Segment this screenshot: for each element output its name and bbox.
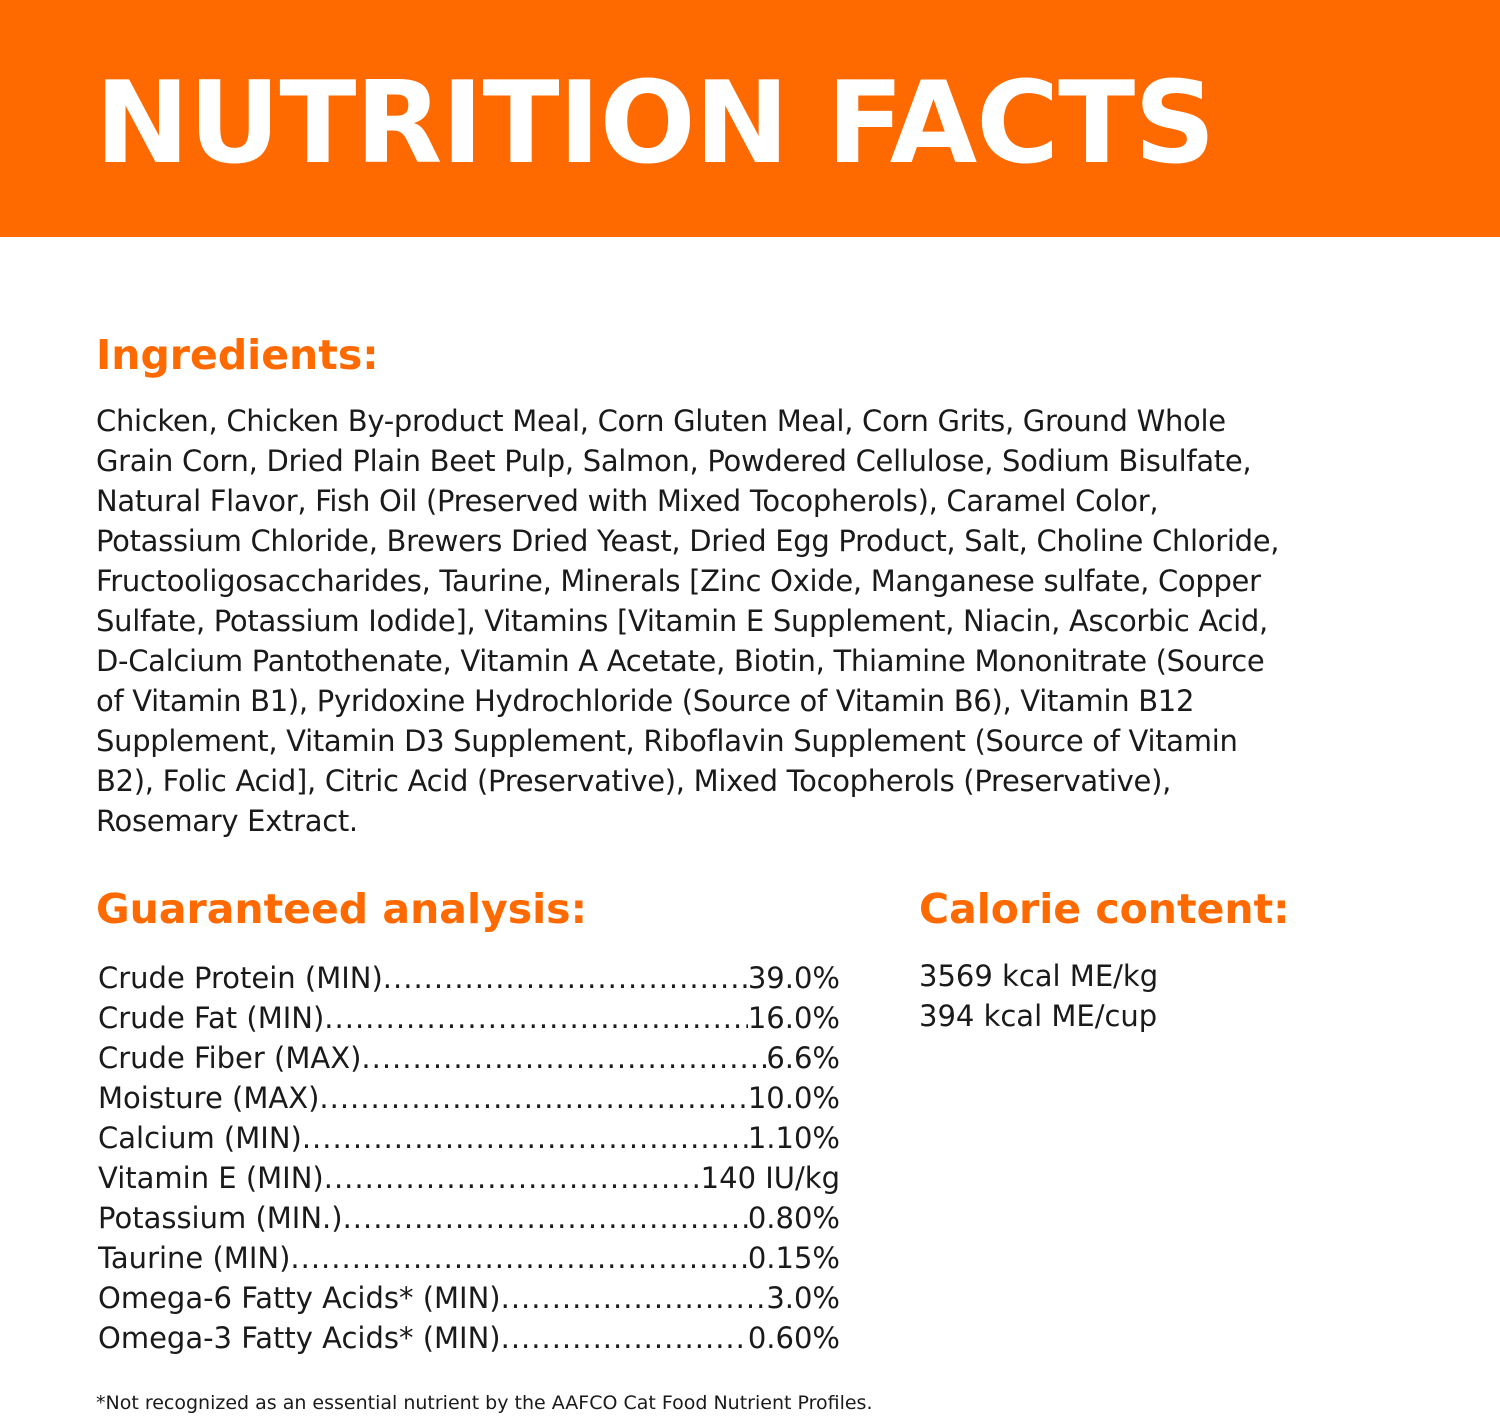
analysis-label: Taurine (MIN): [98, 1241, 291, 1275]
guaranteed-analysis-heading: Guaranteed analysis:: [96, 885, 587, 933]
dot-leader: [501, 1318, 748, 1358]
ingredients-line: Grain Corn, Dried Plain Beet Pulp, Salmon, Powdered Cellulose, Sodium Bisulfate,: [96, 444, 1252, 478]
guaranteed-analysis-list: [98, 958, 840, 1358]
calorie-line-per-kg: 3569 kcal ME/kg: [919, 959, 1159, 993]
ingredients-line: Natural Flavor, Fish Oil (Preserved with Mixed Tocopherols), Caramel Color,: [96, 484, 1159, 518]
ingredients-heading: Ingredients:: [96, 331, 379, 379]
analysis-value: 39.0%: [747, 961, 840, 995]
analysis-label: Omega-3 Fatty Acids* (MIN): [98, 1321, 501, 1355]
calorie-content-heading: Calorie content:: [919, 885, 1290, 933]
ingredients-line: Sulfate, Potassium Iodide], Vitamins [Vitamin E Supplement, Niacin, Ascorbic Acid,: [96, 604, 1268, 638]
analysis-value: 3.0%: [766, 1281, 840, 1315]
footnote: *Not recognized as an essential nutrient by the AAFCO Cat Food Nutrient Profiles.: [96, 1392, 873, 1414]
ingredients-line: Supplement, Vitamin D3 Supplement, Riboflavin Supplement (Source of Vitamin: [96, 724, 1238, 758]
analysis-row-crude-fat: [98, 998, 840, 1038]
dot-leader: [290, 1238, 747, 1278]
analysis-value: 16.0%: [747, 1001, 840, 1035]
analysis-label: Omega-6 Fatty Acids* (MIN): [98, 1281, 501, 1315]
dot-leader: [343, 1198, 748, 1238]
dot-leader: [501, 1278, 767, 1318]
ingredients-line: B2), Folic Acid], Citric Acid (Preservative), Mixed Tocopherols (Preservative),: [96, 764, 1172, 798]
dot-leader: [324, 998, 748, 1038]
analysis-value: 0.15%: [747, 1241, 840, 1275]
analysis-value: 1.10%: [747, 1121, 840, 1155]
ingredients-line: Fructooligosaccharides, Taurine, Minerals [Zinc Oxide, Manganese sulfate, Copper: [96, 564, 1261, 598]
ingredients-line: Chicken, Chicken By-product Meal, Corn Gluten Meal, Corn Grits, Ground Whole: [96, 404, 1226, 438]
ingredients-line: of Vitamin B1), Pyridoxine Hydrochloride (Source of Vitamin B6), Vitamin B12: [96, 684, 1195, 718]
analysis-label: Potassium (MIN.): [98, 1201, 343, 1235]
ingredients-line: Potassium Chloride, Brewers Dried Yeast, Dried Egg Product, Salt, Choline Chloride,: [96, 524, 1280, 558]
analysis-row-moisture: [98, 1078, 840, 1118]
analysis-value: 6.6%: [766, 1041, 840, 1075]
analysis-row-taurine: [98, 1238, 840, 1278]
page-title: NUTRITION FACTS: [95, 57, 1215, 189]
dot-leader: [319, 1078, 747, 1118]
analysis-label: Moisture (MAX): [98, 1081, 320, 1115]
analysis-row-crude-fiber: [98, 1038, 840, 1078]
calorie-content-list: [919, 956, 1158, 1036]
analysis-row-omega-6: [98, 1278, 840, 1318]
dot-leader: [324, 1158, 701, 1198]
dot-leader: [361, 1038, 766, 1078]
analysis-row-vitamin-e: [98, 1158, 840, 1198]
ingredients-line: Rosemary Extract.: [96, 804, 358, 838]
calorie-line-per-cup: 394 kcal ME/cup: [919, 999, 1158, 1033]
title-banner: [0, 0, 1500, 237]
analysis-value: 0.80%: [747, 1201, 840, 1235]
analysis-label: Vitamin E (MIN): [98, 1161, 324, 1195]
analysis-label: Crude Fat (MIN): [98, 1001, 325, 1035]
analysis-value: 10.0%: [747, 1081, 840, 1115]
analysis-value: 0.60%: [747, 1321, 840, 1355]
analysis-label: Crude Protein (MIN): [98, 961, 383, 995]
analysis-row-omega-3: [98, 1318, 840, 1358]
analysis-row-crude-protein: [98, 958, 840, 998]
dot-leader: [302, 1118, 748, 1158]
ingredients-text: [96, 401, 1436, 841]
analysis-label: Crude Fiber (MAX): [98, 1041, 362, 1075]
ingredients-line: D-Calcium Pantothenate, Vitamin A Acetate, Biotin, Thiamine Mononitrate (Source: [96, 644, 1265, 678]
analysis-row-potassium: [98, 1198, 840, 1238]
dot-leader: [383, 958, 748, 998]
analysis-value: 140 IU/kg: [700, 1161, 840, 1195]
analysis-row-calcium: [98, 1118, 840, 1158]
analysis-label: Calcium (MIN): [98, 1121, 302, 1155]
